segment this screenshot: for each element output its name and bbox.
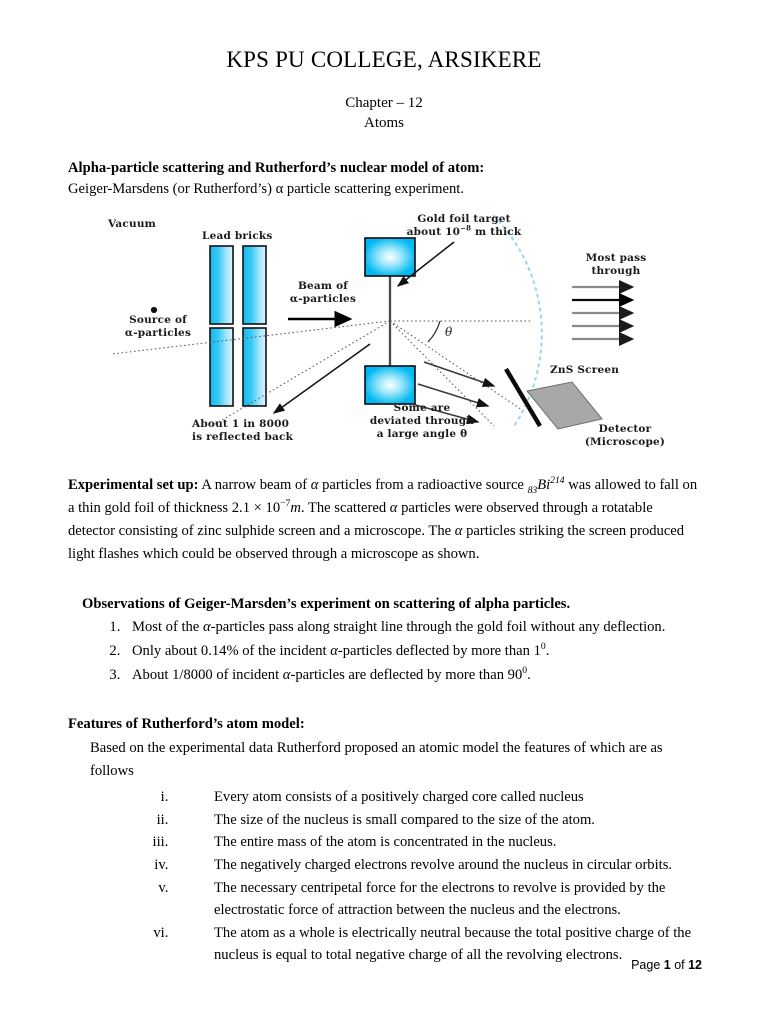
- list-item: 3. About 1/8000 of incident α-particles are deflected by more than $90^0$.: [124, 665, 702, 687]
- footer-current-page: 1: [663, 958, 671, 972]
- label-zns-screen: ZnS Screen: [550, 363, 620, 376]
- list-item: iv. The negatively charged electrons revolve around the nucleus in circular orbits.: [172, 855, 702, 877]
- features-heading: Features of Rutherford’s atom model:: [68, 716, 305, 733]
- label-deviated: Some are deviated through a large angle θ: [369, 401, 475, 440]
- most-pass-arrows: [572, 287, 632, 339]
- experiment-subheading: [68, 179, 702, 199]
- footer-total-pages: 12: [688, 958, 702, 972]
- chapter-subject: Atoms: [363, 115, 404, 131]
- gold-foil-upper: [365, 238, 415, 276]
- list-item: 1. Most of the α-particles pass along straight line through the gold foil without any deflection.: [124, 617, 702, 639]
- theta-arc: [428, 321, 440, 342]
- label-reflected-back: About 1 in 8000 is reflected back: [192, 417, 294, 443]
- label-lead-bricks: Lead bricks: [202, 229, 273, 242]
- topic-heading: Alpha-particle scattering and Rutherford’s nuclear model of atom:: [68, 160, 485, 176]
- observations-heading: Observations of Geiger-Marsden’s experiment on scattering of alpha particles.: [82, 595, 571, 612]
- list-item: vi. The atom as a whole is electrically neutral because the total positive charge of the nucleus is equal to total negative charge of all the revolving electrons.: [172, 923, 702, 967]
- page-title: KPS PU COLLEGE, ARSIKERE: [226, 47, 542, 72]
- experiment-subheading-text: Geiger-Marsdens (or Rutherford’s) α particle scattering experiment.: [68, 181, 464, 198]
- list-item: i. Every atom consists of a positively charged core called nucleus: [172, 787, 702, 809]
- scattering-experiment-diagram: [102, 214, 702, 462]
- alpha-source-dot: [151, 306, 157, 312]
- document-content: [68, 158, 702, 968]
- label-detector: Detector (Microscope): [584, 422, 666, 448]
- label-theta: θ: [445, 324, 453, 339]
- label-gold-foil-target: Gold foil target about $10^{-8}$ m thick: [406, 212, 522, 238]
- label-most-pass-through: Most pass through: [585, 251, 647, 277]
- label-vacuum: Vacuum: [108, 217, 156, 230]
- lead-bricks: [210, 246, 266, 406]
- experimental-setup-label: Experimental set up:: [68, 476, 199, 493]
- source-isotope: $_{83}Bi^{214}$: [527, 474, 565, 496]
- features-intro: Based on the experimental data Rutherford proposed an atomic model the features of which are as follows: [90, 740, 663, 780]
- list-item: 2. Only about 0.14% of the incident α-particles deflected by more than $1^0$.: [124, 641, 702, 663]
- reflected-back-arrow: [274, 344, 370, 413]
- label-gold-foil-thickness: about $10^{-8}$ m thick: [406, 223, 522, 238]
- features-list: [68, 787, 702, 967]
- label-source: Source of α-particles: [124, 313, 192, 339]
- experimental-setup-paragraph: Experimental set up: A narrow beam of α particles from a radioactive source $_{83}Bi^{214}$ was allowed to fall on a thin gold foil of thickness $2.1 \times 10^{-7}m$. The scattered α particles were observed through a rotatable detector consisting of zinc sulphide screen and a microscope. The α particles striking the screen produced light flashes which could be observed through a microscope as shown.: [68, 474, 698, 562]
- gold-foil-lower: [365, 366, 415, 404]
- chapter-number: Chapter – 12: [345, 95, 423, 111]
- list-item: ii. The size of the nucleus is small compared to the size of the atom.: [172, 810, 702, 832]
- list-item: v. The necessary centripetal force for the electrons to revolve is provided by the electrostatic force of attraction between the nucleus and the electrons.: [172, 878, 702, 922]
- list-item: iii. The entire mass of the atom is concentrated in the nucleus.: [172, 832, 702, 854]
- page-footer: Page 1 of 12: [631, 958, 702, 972]
- label-beam: Beam of α-particles: [289, 279, 357, 305]
- observations-list: [68, 617, 702, 687]
